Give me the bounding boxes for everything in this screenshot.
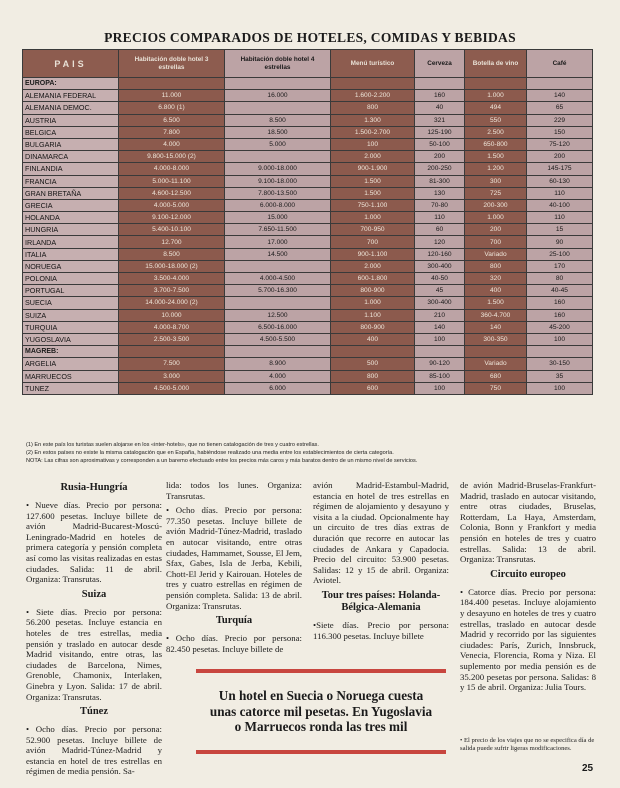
page-title: PRECIOS COMPARADOS DE HOTELES, COMIDAS Y BEBIDAS <box>104 30 516 45</box>
price-cell: 4.000-8.000 <box>119 163 225 175</box>
price-cell: 4.500-5.500 <box>225 333 331 345</box>
price-cell: 5.700-16.300 <box>225 285 331 297</box>
price-cell: 9.000-18.000 <box>225 163 331 175</box>
page-number: 25 <box>582 763 594 774</box>
price-cell: 1.200 <box>465 163 527 175</box>
price-cell: 45 <box>415 285 465 297</box>
price-cell: 140 <box>465 321 527 333</box>
price-table <box>22 49 593 395</box>
note-1: (1) En este país los turistas suelen alojarse en los «inter-hotels», que no tienen catalogación de tres y cuatro estrellas. <box>26 442 319 448</box>
country-cell: MARRUECOS <box>23 370 119 382</box>
price-cell: 725 <box>465 187 527 199</box>
price-cell: 60 <box>415 224 465 236</box>
price-cell: 6.500 <box>119 114 225 126</box>
price-cell: 16.000 <box>225 90 331 102</box>
price-cell: 4.000-5.000 <box>119 199 225 211</box>
article-title-suiza: Suiza <box>81 588 107 600</box>
table-group-row <box>23 78 593 90</box>
header-menu: Menú turístico <box>331 50 415 78</box>
article-text-suiza: • Siete días. Precio por persona: 56.200 pesetas. Incluye estancia en hoteles de tres estrellas, media pensión y traslado en autocar desde Madrid visitando, entre otras, las ciudades de Barcelona, Nimes, Grenoble, Chamonix, Interlaken, Ginebra y Lyon. Salida: 17 de abril. Organiza: Transrutas. <box>26 606 162 702</box>
banner-top-rule <box>196 669 446 673</box>
banner-bottom-rule <box>196 750 446 754</box>
price-cell: 550 <box>465 114 527 126</box>
price-cell: 8.500 <box>225 114 331 126</box>
country-cell: GRAN BRETAÑA <box>23 187 119 199</box>
price-cell: 210 <box>415 309 465 321</box>
table-row <box>23 358 593 370</box>
price-cell: 5.000-11.100 <box>119 175 225 187</box>
price-cell: 8.900 <box>225 358 331 370</box>
highlight-banner <box>194 688 448 735</box>
price-cell: 4.000-8.700 <box>119 321 225 333</box>
article-text-rusia: • Nueve días. Precio por persona: 127.600 pesetas. Incluye billete de avión Madrid-Bucarest-Moscú-Leningrado-Madrid en hoteles de primera categoría y pensión completa así como las visitas realizadas en estas ciudades. Salida: 11 de abril. Organiza: Transrutas. <box>26 500 162 585</box>
price-cell: 50-100 <box>415 138 465 150</box>
price-cell: 680 <box>465 370 527 382</box>
price-cell: 140 <box>527 90 593 102</box>
price-cell: 7.800 <box>119 126 225 138</box>
price-cell: 500 <box>331 358 415 370</box>
price-cell: 8.500 <box>119 248 225 260</box>
price-cell: 3.000 <box>119 370 225 382</box>
price-cell: 600-1.800 <box>331 273 415 285</box>
country-cell: NORUEGA <box>23 260 119 272</box>
table-row <box>23 224 593 236</box>
price-cell: 17.000 <box>225 236 331 248</box>
price-cell: 1.000 <box>331 212 415 224</box>
price-cell: 900-1.100 <box>331 248 415 260</box>
note-2: (2) En estos países no existe la misma catalogación que en España, habiéndose realizado una media entre los establecimientos de cierta categoría. <box>26 450 394 456</box>
table-notes <box>26 441 596 465</box>
price-cell: 3.700-7.500 <box>119 285 225 297</box>
price-cell: 40-100 <box>527 199 593 211</box>
country-cell: POLONIA <box>23 273 119 285</box>
price-cell: 200 <box>527 151 593 163</box>
price-cell: 4.600-12.500 <box>119 187 225 199</box>
price-cell: 700 <box>331 236 415 248</box>
table-row <box>23 273 593 285</box>
price-cell: 25-100 <box>527 248 593 260</box>
price-cell: 45-200 <box>527 321 593 333</box>
country-cell: BELGICA <box>23 126 119 138</box>
price-cell: 400 <box>465 285 527 297</box>
table-cell-empty <box>527 346 593 358</box>
country-cell: SUIZA <box>23 309 119 321</box>
price-cell: 300-400 <box>415 260 465 272</box>
price-cell: 40-50 <box>415 273 465 285</box>
price-cell: 1.500-2.700 <box>331 126 415 138</box>
table-row <box>23 138 593 150</box>
country-cell: HOLANDA <box>23 212 119 224</box>
price-cell: 200-250 <box>415 163 465 175</box>
table-group-row <box>23 346 593 358</box>
note-3: NOTA: Las cifras son aproximativas y corresponden a un baremo efectuado entre los precios más caros y más baratos dentro de un mismo nivel de servicios. <box>26 458 418 464</box>
price-cell: 750 <box>465 382 527 394</box>
price-cell: 650-800 <box>465 138 527 150</box>
country-cell: DINAMARCA <box>23 151 119 163</box>
group-label: EUROPA: <box>23 78 119 90</box>
price-cell: 200 <box>415 151 465 163</box>
price-cell: 750-1.100 <box>331 199 415 211</box>
table-row <box>23 163 593 175</box>
price-cell: 800 <box>331 102 415 114</box>
price-cell: 40 <box>415 102 465 114</box>
header-hotel-4: Habitación doble hotel 4 estrellas <box>225 50 331 78</box>
price-cell: 1.000 <box>331 297 415 309</box>
price-cell: 2.000 <box>331 151 415 163</box>
country-cell: FINLANDIA <box>23 163 119 175</box>
price-cell: 11.000 <box>119 90 225 102</box>
column-3 <box>313 480 449 645</box>
country-cell: TUNEZ <box>23 382 119 394</box>
price-cell: 320 <box>465 273 527 285</box>
price-cell: 321 <box>415 114 465 126</box>
price-cell: 110 <box>527 187 593 199</box>
header-vino: Botella de vino <box>465 50 527 78</box>
price-cell: 360-4.700 <box>465 309 527 321</box>
price-cell: Variado <box>465 358 527 370</box>
table-cell-empty <box>527 78 593 90</box>
table-cell-empty <box>465 346 527 358</box>
price-cell: 40-45 <box>527 285 593 297</box>
price-cell: 3.500-4.000 <box>119 273 225 285</box>
price-cell: 1.000 <box>465 212 527 224</box>
table-row <box>23 102 593 114</box>
table-cell-empty <box>415 78 465 90</box>
article-text-circuito: • Catorce días. Precio por persona: 184.400 pesetas. Incluye alojamiento y desayuno en hoteles de tres y cuatro estrellas, traslado en autocar desde Madrid y recorrido por las siguientes ciudades: París, Zurich, Innsbruck, Venecia, Florencia, Roma y Niza. El suplemento por media pensión es de 35.200 pesetas por persona. Salidas: 8 y 15 de abril. Organiza: Julia Tours. <box>460 586 596 693</box>
banner-line-2: unas catorce mil pesetas. En Yugoslavia <box>209 703 433 719</box>
price-cell: 300 <box>465 175 527 187</box>
price-cell: 9.800-15.000 (2) <box>119 151 225 163</box>
header-cerveza: Cerveza <box>415 50 465 78</box>
country-cell: TURQUIA <box>23 321 119 333</box>
article-text-col3: avión Madrid-Estambul-Madrid, estancia en hotel de tres estrellas en régimen de alojamiento y desayuno y visita a la ciudad. Opcionalmente hay un circuito de tres días extras de duración que recorre en autocar las ciudades de Ankara y Capadocia. Precio del circuito: 53.900 pesetas. Salidas: 12 y 15 de abril. Organiza: Aviotel. <box>313 480 449 586</box>
price-cell: 1.600-2.200 <box>331 90 415 102</box>
price-cell: 700-950 <box>331 224 415 236</box>
table-row <box>23 382 593 394</box>
price-cell: 100 <box>527 382 593 394</box>
banner-line-1: Un hotel en Suecia o Noruega cuesta <box>218 688 424 703</box>
country-cell: ARGELIA <box>23 358 119 370</box>
table-row <box>23 370 593 382</box>
price-cell: 150 <box>527 126 593 138</box>
column-1 <box>26 480 162 781</box>
price-cell: 130 <box>415 187 465 199</box>
price-cell: 1.500 <box>465 297 527 309</box>
price-cell: 12.500 <box>225 309 331 321</box>
price-cell: 6.500-16.000 <box>225 321 331 333</box>
price-cell: 600 <box>331 382 415 394</box>
price-cell: 7.650-11.500 <box>225 224 331 236</box>
price-cell: 160 <box>527 309 593 321</box>
article-text-turquia: • Ocho días. Precio por persona: 82.450 pesetas. Incluye billete de <box>166 633 302 654</box>
price-cell: 81-300 <box>415 175 465 187</box>
table-row <box>23 285 593 297</box>
article-title-tunez: Túnez <box>79 706 108 718</box>
table-cell-empty <box>331 78 415 90</box>
article-text-tour: •Siete días. Precio por persona: 116.300 pesetas. Incluye billete <box>313 619 449 641</box>
price-cell: 15.000-18.000 (2) <box>119 260 225 272</box>
country-cell: ITALIA <box>23 248 119 260</box>
price-cell: 1.000 <box>465 90 527 102</box>
price-cell: 1.300 <box>331 114 415 126</box>
country-cell: FRANCIA <box>23 175 119 187</box>
price-cell: 5.000 <box>225 138 331 150</box>
article-title-tour: Tour tres países: Holanda-Bélgica-Alemania <box>321 589 441 613</box>
group-label: MAGREB: <box>23 346 119 358</box>
table-row <box>23 309 593 321</box>
price-cell: 6.800 (1) <box>119 102 225 114</box>
table-row <box>23 248 593 260</box>
price-cell: 12.700 <box>119 236 225 248</box>
price-cell: 4.000 <box>225 370 331 382</box>
price-cell: 4.000 <box>119 138 225 150</box>
price-cell: 15.000 <box>225 212 331 224</box>
table-cell-empty <box>225 346 331 358</box>
price-cell: 2.000 <box>331 260 415 272</box>
table-row <box>23 236 593 248</box>
price-cell: 800 <box>331 370 415 382</box>
price-cell: 100 <box>527 333 593 345</box>
article-text-col2a: lida: todos los lunes. Organiza: Transrutas. <box>166 480 302 501</box>
article-text-col4: de avión Madrid-Bruselas-Frankfurt-Madrid, traslado en autocar visitando, entre otras ciudades, Bruselas, Rotterdam, La Haya, Amsterdam, Colonia, Bonn y Frankfort y media pensión en hoteles de tres y cuatro estrellas. Salida: 13 de abril. Organiza: Transrutas. <box>460 480 596 565</box>
price-cell: Variado <box>465 248 527 260</box>
header-hotel-3: Habitación doble hotel 3 estrellas <box>119 50 225 78</box>
price-cell: 70-80 <box>415 199 465 211</box>
article-title-rusia: Rusia-Hungría <box>60 482 128 493</box>
footnote: • El precio de los viajes que no se especifica día de salida puede sufrir ligeras modificaciones. <box>460 737 595 752</box>
price-cell: 2.500-3.500 <box>119 333 225 345</box>
price-cell: 14.500 <box>225 248 331 260</box>
article-text-tunez: • Ocho días. Precio por persona: 52.900 pesetas. Incluye billete de avión Madrid-Túnez-Madrid y estancia en hotel de tres estrellas en régimen de media pensión. Sa- <box>26 724 162 777</box>
price-cell: 125-190 <box>415 126 465 138</box>
article-title-turquia: Turquía <box>215 615 253 627</box>
country-cell: GRECIA <box>23 199 119 211</box>
column-4 <box>460 480 596 697</box>
price-cell <box>225 260 331 272</box>
price-cell: 2.500 <box>465 126 527 138</box>
country-cell: ALEMANIA DEMOC. <box>23 102 119 114</box>
price-cell: 7.800-13.500 <box>225 187 331 199</box>
table-row <box>23 90 593 102</box>
price-cell: 494 <box>465 102 527 114</box>
price-cell: 15 <box>527 224 593 236</box>
price-cell <box>225 102 331 114</box>
table-cell-empty <box>465 78 527 90</box>
banner-line-3: o Marruecos ronda las tres mil <box>234 719 408 734</box>
price-cell: 85-100 <box>415 370 465 382</box>
price-cell: 65 <box>527 102 593 114</box>
header-pais: PAIS <box>23 50 119 78</box>
price-cell: 5.400-10.100 <box>119 224 225 236</box>
price-cell: 7.500 <box>119 358 225 370</box>
table-row <box>23 297 593 309</box>
price-cell: 700 <box>465 236 527 248</box>
price-cell: 1.500 <box>331 175 415 187</box>
country-cell: HUNGRIA <box>23 224 119 236</box>
table-row <box>23 199 593 211</box>
price-cell: 100 <box>331 138 415 150</box>
table-cell-empty <box>331 346 415 358</box>
price-cell: 110 <box>415 212 465 224</box>
price-cell: 14.000-24.000 (2) <box>119 297 225 309</box>
table-row <box>23 114 593 126</box>
table-row <box>23 187 593 199</box>
table-row <box>23 333 593 345</box>
price-cell: 145-175 <box>527 163 593 175</box>
price-cell: 229 <box>527 114 593 126</box>
price-cell: 6.000-8.000 <box>225 199 331 211</box>
price-cell: 60-130 <box>527 175 593 187</box>
price-cell: 170 <box>527 260 593 272</box>
table-cell-empty <box>415 346 465 358</box>
country-cell: IRLANDA <box>23 236 119 248</box>
price-cell: 110 <box>527 212 593 224</box>
table-header-row <box>23 50 593 78</box>
price-cell: 160 <box>527 297 593 309</box>
price-cell: 35 <box>527 370 593 382</box>
price-cell: 100 <box>415 333 465 345</box>
table-cell-empty <box>225 78 331 90</box>
country-cell: SUECIA <box>23 297 119 309</box>
price-cell: 400 <box>331 333 415 345</box>
price-cell <box>225 297 331 309</box>
price-cell: 800-900 <box>331 321 415 333</box>
country-cell: YUGOSLAVIA <box>23 333 119 345</box>
price-cell: 4.000-4.500 <box>225 273 331 285</box>
price-cell: 4.500-5.000 <box>119 382 225 394</box>
country-cell: PORTUGAL <box>23 285 119 297</box>
table-row <box>23 321 593 333</box>
article-title-circuito: Circuito europeo <box>490 568 566 580</box>
table-row <box>23 151 593 163</box>
price-cell: 80 <box>527 273 593 285</box>
price-cell: 18.500 <box>225 126 331 138</box>
price-cell: 9.100-18.000 <box>225 175 331 187</box>
price-cell: 30-150 <box>527 358 593 370</box>
price-cell: 120 <box>415 236 465 248</box>
price-cell: 800-900 <box>331 285 415 297</box>
price-cell: 10.000 <box>119 309 225 321</box>
header-cafe: Café <box>527 50 593 78</box>
price-cell: 6.000 <box>225 382 331 394</box>
table-row <box>23 126 593 138</box>
country-cell: AUSTRIA <box>23 114 119 126</box>
price-cell: 300-350 <box>465 333 527 345</box>
price-cell <box>225 151 331 163</box>
price-cell: 300-400 <box>415 297 465 309</box>
article-text-col2b: • Ocho días. Precio por persona: 77.350 pesetas. Incluye billete de avión Madrid-Túnez-Madrid, traslado en autocar visitando, entre otras ciudades, Hammamet, Sousse, El Jem, Sfax, Gabes, Isla de Jerba, Kebili, Chott-El Jerid y Kairouan. Hoteles de tres y cuatro estrellas en régimen de pensión completa. Salida: 13 de abril. Organiza: Transrutas. <box>166 505 302 611</box>
price-cell: 1.100 <box>331 309 415 321</box>
price-cell: 140 <box>415 321 465 333</box>
table-row <box>23 260 593 272</box>
price-cell: 160 <box>415 90 465 102</box>
price-cell: 90 <box>527 236 593 248</box>
price-cell: 90-120 <box>415 358 465 370</box>
price-cell: 800 <box>465 260 527 272</box>
price-cell: 200-300 <box>465 199 527 211</box>
price-cell: 100 <box>415 382 465 394</box>
price-cell: 200 <box>465 224 527 236</box>
price-cell: 1.500 <box>331 187 415 199</box>
price-cell: 75-120 <box>527 138 593 150</box>
column-2 <box>166 480 302 658</box>
table-cell-empty <box>119 78 225 90</box>
price-cell: 900-1.900 <box>331 163 415 175</box>
price-cell: 120-160 <box>415 248 465 260</box>
country-cell: BULGARIA <box>23 138 119 150</box>
price-cell: 9.100-12.000 <box>119 212 225 224</box>
price-cell: 1.500 <box>465 151 527 163</box>
table-cell-empty <box>119 346 225 358</box>
table-row <box>23 212 593 224</box>
country-cell: ALEMANIA FEDERAL <box>23 90 119 102</box>
table-row <box>23 175 593 187</box>
